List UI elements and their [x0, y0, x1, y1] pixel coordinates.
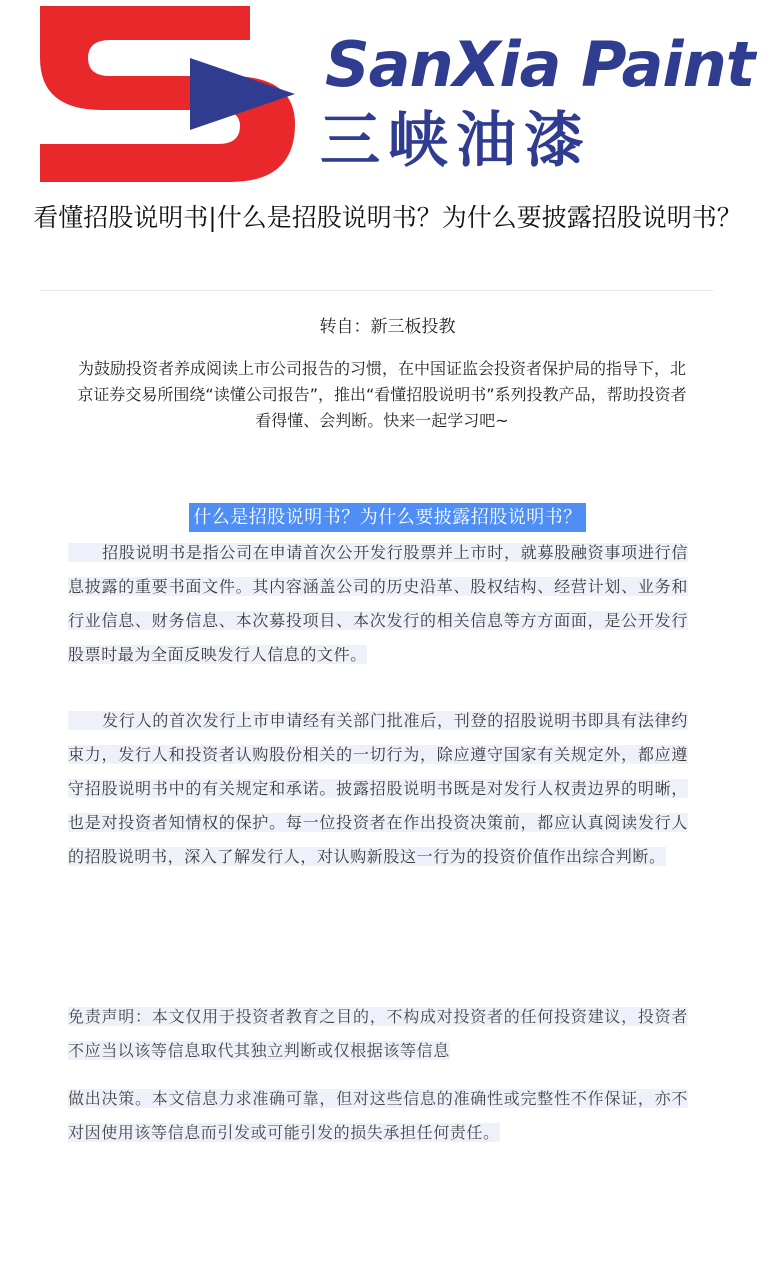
disclaimer-text-2: 做出决策。本文信息力求准确可靠，但对这些信息的准确性或完整性不作保证，亦不对因使用该等信息而引发或可能引发的损失承担任何责任。 [68, 1089, 688, 1142]
article-source: 转自：新三板投教 [319, 317, 456, 337]
section-heading-row [0, 503, 775, 532]
section-heading: 什么是招股说明书？为什么要披露招股说明书？ [189, 503, 586, 532]
brand-name-en: SanXia Paint [325, 28, 755, 101]
body-paragraph-2 [68, 704, 688, 874]
title-divider [40, 290, 713, 291]
brand-name-cn: 三峡油漆 [320, 106, 592, 176]
paragraph-2-text: 发行人的首次发行上市申请经有关部门批准后，刊登的招股说明书即具有法律约束力，发行人和投资者认购股份相关的一切行为，除应遵守国家有关规定外，都应遵守招股说明书中的有关规定和承诺。披露招股说明书既是对发行人权责边界的明晰，也是对投资者知情权的保护。每一位投资者在作出投资决策前，都应认真阅读发行人的招股说明书，深入了解发行人，对认购新股这一行为的投资价值作出综合判断。 [68, 711, 688, 866]
disclaimer-part-2 [68, 1082, 688, 1150]
brand-banner [40, 6, 760, 182]
article-title: 看懂招股说明书|什么是招股说明书？为什么要披露招股说明书？ [33, 203, 742, 232]
body-paragraph-1 [68, 536, 688, 672]
disclaimer-part-1 [68, 1000, 688, 1068]
sanxia-logo-icon [40, 6, 295, 182]
disclaimer-text-1: 免责声明：本文仅用于投资者教育之目的，不构成对投资者的任何投资建议，投资者不应当以该等信息取代其独立判断或仅根据该等信息 [68, 1007, 688, 1060]
paragraph-1-text: 招股说明书是指公司在申请首次公开发行股票并上市时，就募股融资事项进行信息披露的重要书面文件。其内容涵盖公司的历史沿革、股权结构、经营计划、业务和行业信息、财务信息、本次募投项目、本次发行的相关信息等方方面面，是公开发行股票时最为全面反映发行人信息的文件。 [68, 543, 688, 664]
article-intro: 为鼓励投资者养成阅读上市公司报告的习惯，在中国证监会投资者保护局的指导下，北京证券交易所围绕“读懂公司报告”，推出“看懂招股说明书”系列投教产品，帮助投资者看得懂、会判断。快来一起学习吧~ [77, 359, 687, 430]
